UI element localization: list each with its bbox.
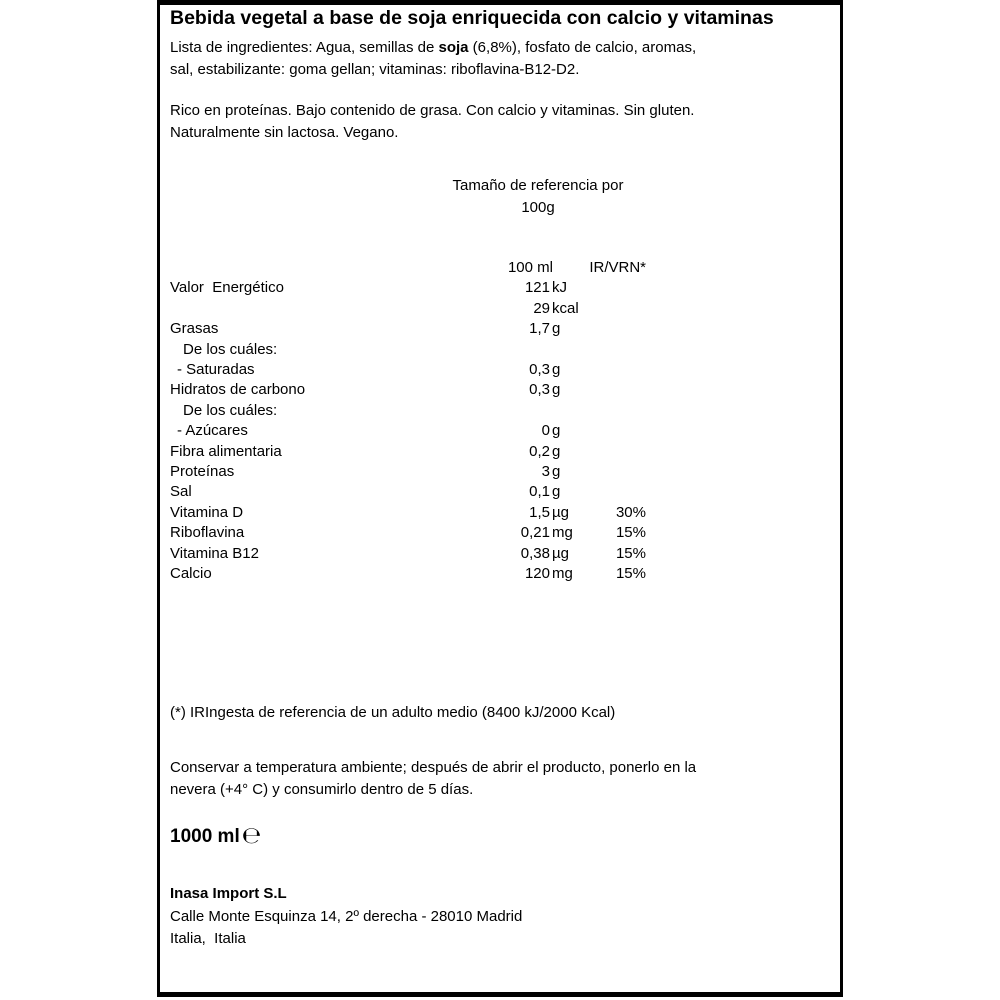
nutrient-unit: mg [552, 565, 573, 583]
nutrition-header-row [170, 258, 830, 278]
nutrient-value: 120 [524, 565, 550, 583]
ingredients-line-2: sal, estabilizante: goma gellan; vitaminas: riboflavina-B12-D2. [170, 60, 580, 78]
nutrition-row [170, 523, 830, 543]
nutrition-row [170, 401, 830, 421]
nutrient-pct [586, 340, 646, 360]
storage-line-1: Conservar a temperatura ambiente; después de abrir el producto, ponerlo en la [170, 759, 697, 776]
claims-line-2: Naturalmente sin lactosa. Vegano. [170, 123, 399, 141]
nutrient-value: 0,3 [529, 361, 550, 379]
nutrient-pct [586, 462, 646, 482]
nutrition-row [170, 442, 830, 462]
nutrient-label: Vitamina B12 [170, 544, 259, 562]
nutrition-row [170, 482, 830, 502]
nutrient-unit: kcal [552, 299, 579, 317]
net-quantity-value: 1000 ml [170, 826, 240, 847]
nutrient-unit [550, 401, 586, 421]
nutrient-pct: 15% [615, 544, 646, 562]
nutrition-table [170, 258, 830, 585]
claims-line-1: Rico en proteínas. Bajo contenido de grasa. Con calcio y vitaminas. Sin gluten. [170, 102, 695, 119]
column-header-irvrn: IR/VRN* [589, 259, 646, 276]
nutrient-label: Grasas [170, 320, 219, 338]
nutrient-value: 29 [533, 299, 550, 317]
nutrient-unit: g [552, 381, 561, 399]
nutrient-value [450, 340, 550, 360]
nutrient-pct [586, 442, 646, 462]
nutrient-value: 3 [541, 463, 550, 481]
nutrient-pct: 30% [615, 503, 646, 521]
nutrition-row [170, 503, 830, 523]
net-quantity [170, 824, 830, 849]
nutrient-label: Vitamina D [170, 503, 244, 521]
nutrient-label: - Azúcares [177, 422, 248, 440]
nutrition-header-spacer [170, 258, 450, 278]
nutrient-value: 1,7 [529, 320, 550, 338]
nutrient-unit: kJ [552, 279, 567, 297]
serving-size-line-1: Tamaño de referencia por [452, 177, 624, 194]
nutrient-value: 0 [541, 422, 550, 440]
footnote-text: (*) IRIngesta de referencia de un adulto medio (8400 kJ/2000 Kcal) [170, 703, 616, 721]
serving-size-header [170, 175, 830, 218]
manufacturer-info [170, 883, 830, 951]
nutrition-row [170, 360, 830, 380]
nutrient-unit: µg [552, 544, 569, 562]
nutrient-unit: g [552, 463, 561, 481]
claims-text [170, 100, 830, 143]
nutrient-unit: µg [552, 503, 569, 521]
nutrient-label: Valor Energético [170, 279, 284, 297]
ingredients-text [170, 37, 830, 80]
serving-size-line-2: 100g [521, 198, 555, 216]
product-title: Bebida vegetal a base de soja enriquecida con calcio y vitaminas [170, 7, 774, 29]
nutrient-pct [586, 278, 646, 298]
nutrition-row [170, 544, 830, 564]
nutrient-value: 0,1 [529, 483, 550, 501]
nutrient-pct: 15% [615, 524, 646, 542]
nutrient-value: 121 [524, 279, 550, 297]
allergen-soja: soja [438, 39, 469, 56]
nutrient-label: Riboflavina [170, 524, 245, 542]
nutrient-label: Calcio [170, 565, 212, 583]
nutrient-label [170, 299, 450, 319]
nutrient-unit: g [552, 422, 561, 440]
nutrition-row [170, 564, 830, 584]
nutrient-unit: g [552, 320, 561, 338]
manufacturer-country: Italia, Italia [170, 930, 246, 947]
ingredients-prefix: Lista de ingredientes: Agua, semillas de [170, 39, 439, 56]
nutrient-label: Fibra alimentaria [170, 442, 282, 460]
nutrition-row [170, 462, 830, 482]
manufacturer-address: Calle Monte Esquinza 14, 2º derecha - 28010 Madrid [170, 907, 523, 925]
nutrient-unit: g [552, 442, 561, 460]
nutrient-pct [586, 482, 646, 502]
nutrient-pct [586, 380, 646, 400]
nutrient-label: Hidratos de carbono [170, 381, 306, 399]
nutrient-unit: mg [552, 524, 573, 542]
nutrient-unit: g [552, 483, 561, 501]
nutrition-row [170, 380, 830, 400]
nutrient-pct [586, 360, 646, 380]
nutrient-value: 1,5 [529, 503, 550, 521]
ingredients-line-1 [170, 37, 830, 59]
nutrient-pct: 15% [615, 565, 646, 583]
storage-instructions [170, 757, 830, 800]
nutrient-pct [586, 299, 646, 319]
nutrient-label: Proteínas [170, 463, 235, 481]
nutrition-rows [170, 278, 830, 584]
nutrient-unit [550, 340, 586, 360]
manufacturer-name: Inasa Import S.L [170, 885, 287, 902]
nutrient-label: De los cuáles: [183, 340, 278, 358]
nutrition-row [170, 278, 830, 298]
nutrient-pct [586, 319, 646, 339]
nutrition-row [170, 421, 830, 441]
nutrient-pct [586, 421, 646, 441]
nutrient-value: 0,2 [529, 442, 550, 460]
nutrient-value: 0,38 [520, 544, 550, 562]
nutrient-label: - Saturadas [177, 361, 255, 379]
ingredients-suffix: (6,8%), fosfato de calcio, aromas, [468, 39, 697, 56]
product-label [157, 0, 843, 997]
nutrient-label: De los cuáles: [183, 401, 278, 419]
storage-line-2: nevera (+4° C) y consumirlo dentro de 5 días. [170, 780, 474, 798]
nutrient-value: 0,21 [520, 524, 550, 542]
nutrient-pct [586, 401, 646, 421]
nutrient-unit: g [552, 361, 561, 379]
nutrition-row [170, 299, 830, 319]
nutrition-row [170, 319, 830, 339]
nutrient-value: 0,3 [529, 381, 550, 399]
nutrient-value [450, 401, 550, 421]
column-header-amount: 100 ml [507, 259, 553, 276]
nutrition-row [170, 340, 830, 360]
estimated-sign: ℮ [241, 823, 262, 849]
nutrient-label: Sal [170, 483, 192, 501]
